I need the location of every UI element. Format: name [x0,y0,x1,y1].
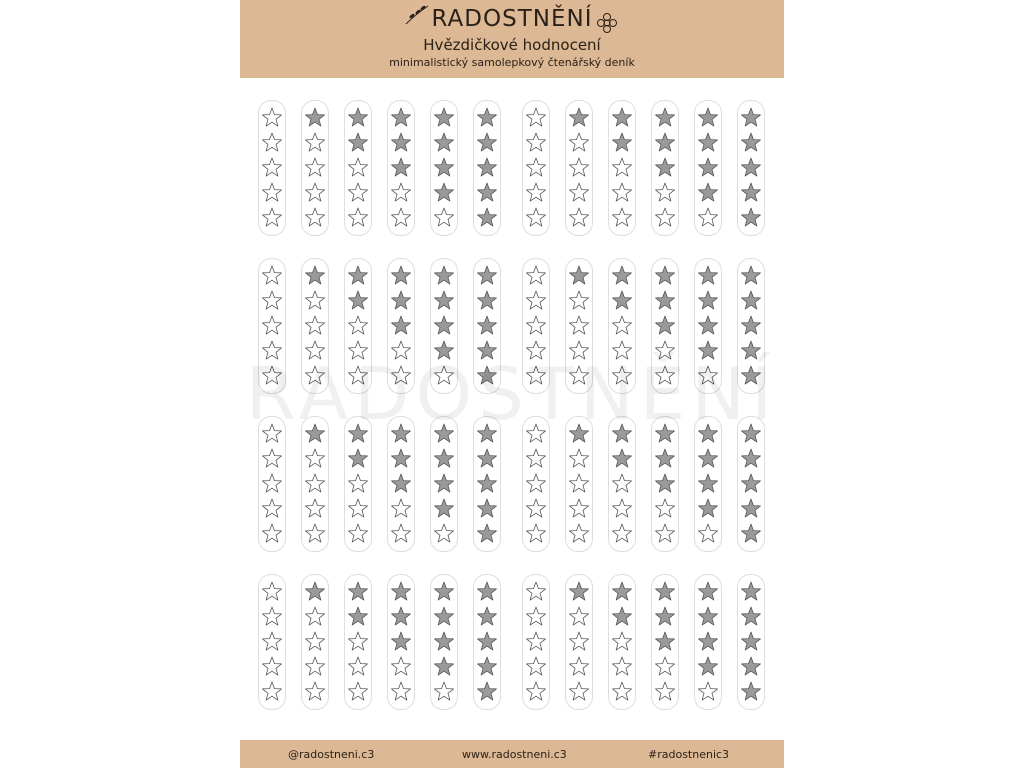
rating-sticker-strip [344,574,372,710]
star-column [345,101,371,235]
empty-star-icon [262,449,281,467]
star-column [388,575,414,709]
empty-star-icon [526,607,545,625]
empty-star-icon [305,133,324,151]
star-column [609,575,635,709]
filled-star-icon [477,208,496,226]
filled-star-icon [655,133,674,151]
star-column [302,575,328,709]
rating-sticker-strip [430,416,458,552]
empty-star-icon [526,632,545,650]
empty-star-icon [526,291,545,309]
sticker-sheet [240,0,784,768]
filled-star-icon [698,183,717,201]
empty-star-icon [569,183,588,201]
empty-star-icon [391,524,410,542]
empty-star-icon [262,499,281,517]
rating-sticker-strip [651,100,679,236]
empty-star-icon [305,183,324,201]
empty-star-icon [612,682,631,700]
rating-sticker-strip [387,416,415,552]
filled-star-icon [477,524,496,542]
empty-star-icon [655,682,674,700]
brand-logo-text: RADOSTNĚNÍ [431,6,593,32]
filled-star-icon [434,607,453,625]
empty-star-icon [569,291,588,309]
star-column [523,575,549,709]
star-column [695,575,721,709]
filled-star-icon [612,607,631,625]
filled-star-icon [569,582,588,600]
empty-star-icon [612,499,631,517]
filled-star-icon [477,657,496,675]
rating-sticker-strip [565,574,593,710]
empty-star-icon [262,632,281,650]
star-column [652,101,678,235]
empty-star-icon [305,499,324,517]
rating-sticker-strip [737,416,765,552]
star-column [609,101,635,235]
filled-star-icon [655,316,674,334]
empty-star-icon [262,108,281,126]
filled-star-icon [434,266,453,284]
filled-star-icon [477,632,496,650]
filled-star-icon [434,632,453,650]
empty-star-icon [655,657,674,675]
filled-star-icon [741,316,760,334]
empty-star-icon [305,316,324,334]
empty-star-icon [305,682,324,700]
empty-star-icon [262,316,281,334]
filled-star-icon [612,291,631,309]
empty-star-icon [698,682,717,700]
filled-star-icon [477,449,496,467]
rating-sticker-strip [301,574,329,710]
empty-star-icon [391,657,410,675]
filled-star-icon [741,582,760,600]
filled-star-icon [477,607,496,625]
empty-star-icon [348,682,367,700]
filled-star-icon [391,266,410,284]
empty-star-icon [305,607,324,625]
rating-sticker-strip [522,574,550,710]
rating-sticker-strip [430,574,458,710]
rating-sticker-strip [522,100,550,236]
empty-star-icon [612,208,631,226]
filled-star-icon [477,183,496,201]
rating-sticker-strip [737,574,765,710]
filled-star-icon [391,316,410,334]
filled-star-icon [741,183,760,201]
filled-star-icon [434,291,453,309]
rating-sticker-strip [565,416,593,552]
empty-star-icon [612,158,631,176]
empty-star-icon [655,208,674,226]
empty-star-icon [526,449,545,467]
empty-star-icon [655,499,674,517]
rating-sticker-strip [473,100,501,236]
empty-star-icon [655,183,674,201]
filled-star-icon [655,474,674,492]
empty-star-icon [526,183,545,201]
filled-star-icon [741,291,760,309]
filled-star-icon [655,607,674,625]
filled-star-icon [741,682,760,700]
sheet-tagline: minimalistický samolepkový čtenářský deník [389,56,635,69]
empty-star-icon [348,524,367,542]
filled-star-icon [698,291,717,309]
rating-sticker-strip [473,574,501,710]
star-column [259,101,285,235]
filled-star-icon [305,582,324,600]
star-column [302,417,328,551]
empty-star-icon [305,158,324,176]
empty-star-icon [526,657,545,675]
empty-star-icon [391,499,410,517]
filled-star-icon [477,291,496,309]
filled-star-icon [655,108,674,126]
filled-star-icon [569,266,588,284]
empty-star-icon [569,657,588,675]
star-column [431,417,457,551]
star-column [474,575,500,709]
star-column [388,417,414,551]
filled-star-icon [698,108,717,126]
filled-star-icon [698,158,717,176]
filled-star-icon [348,108,367,126]
empty-star-icon [262,524,281,542]
empty-star-icon [348,474,367,492]
empty-star-icon [305,632,324,650]
star-column [695,417,721,551]
empty-star-icon [569,524,588,542]
filled-star-icon [391,108,410,126]
empty-star-icon [612,474,631,492]
filled-star-icon [477,158,496,176]
empty-star-icon [526,266,545,284]
empty-star-icon [569,607,588,625]
filled-star-icon [698,266,717,284]
empty-star-icon [526,158,545,176]
rating-sticker-strip [258,574,286,710]
empty-star-icon [262,133,281,151]
filled-star-icon [391,291,410,309]
filled-star-icon [741,208,760,226]
filled-star-icon [434,158,453,176]
empty-star-icon [569,632,588,650]
rating-sticker-strip [694,100,722,236]
star-column [609,417,635,551]
empty-star-icon [391,682,410,700]
filled-star-icon [612,582,631,600]
rating-sticker-strip [651,416,679,552]
star-column [431,101,457,235]
filled-star-icon [698,316,717,334]
empty-star-icon [569,208,588,226]
filled-star-icon [655,632,674,650]
filled-star-icon [741,524,760,542]
rating-sticker-strip [344,100,372,236]
filled-star-icon [569,108,588,126]
filled-star-icon [434,657,453,675]
star-column [566,417,592,551]
empty-star-icon [612,183,631,201]
star-column [431,575,457,709]
filled-star-icon [477,582,496,600]
empty-star-icon [262,266,281,284]
filled-star-icon [655,582,674,600]
empty-star-icon [655,524,674,542]
star-column [738,101,764,235]
empty-star-icon [262,682,281,700]
star-column [259,575,285,709]
empty-star-icon [348,632,367,650]
filled-star-icon [434,108,453,126]
star-column [474,101,500,235]
filled-star-icon [698,657,717,675]
empty-star-icon [612,657,631,675]
filled-star-icon [477,316,496,334]
filled-star-icon [391,607,410,625]
star-column [695,101,721,235]
empty-star-icon [526,524,545,542]
empty-star-icon [348,316,367,334]
filled-star-icon [391,582,410,600]
filled-star-icon [698,474,717,492]
star-column [345,417,371,551]
empty-star-icon [348,657,367,675]
rating-sticker-strip [387,100,415,236]
filled-star-icon [434,474,453,492]
filled-star-icon [655,291,674,309]
rating-sticker-strip [258,100,286,236]
filled-star-icon [434,499,453,517]
star-column [652,575,678,709]
rating-sticker-strip [473,416,501,552]
sheet-subtitle: Hvězdičkové hodnocení [423,36,601,54]
filled-star-icon [477,266,496,284]
empty-star-icon [305,657,324,675]
filled-star-icon [434,582,453,600]
filled-star-icon [612,266,631,284]
filled-star-icon [391,133,410,151]
empty-star-icon [612,316,631,334]
filled-star-icon [612,133,631,151]
filled-star-icon [305,108,324,126]
star-column [566,575,592,709]
filled-star-icon [434,316,453,334]
empty-star-icon [434,524,453,542]
empty-star-icon [434,208,453,226]
filled-star-icon [477,474,496,492]
filled-star-icon [391,449,410,467]
rating-sticker-strip [565,100,593,236]
empty-star-icon [526,582,545,600]
filled-star-icon [741,632,760,650]
filled-star-icon [741,133,760,151]
rating-sticker-strip [608,574,636,710]
empty-star-icon [569,158,588,176]
star-column [523,101,549,235]
filled-star-icon [391,474,410,492]
filled-star-icon [741,108,760,126]
filled-star-icon [391,632,410,650]
filled-star-icon [612,108,631,126]
rating-sticker-strip [737,100,765,236]
rating-sticker-strip [608,100,636,236]
filled-star-icon [741,158,760,176]
filled-star-icon [477,682,496,700]
filled-star-icon [698,499,717,517]
filled-star-icon [434,133,453,151]
footer-website: www.radostneni.c3 [462,748,567,761]
filled-star-icon [348,291,367,309]
filled-star-icon [698,632,717,650]
filled-star-icon [698,133,717,151]
filled-star-icon [741,657,760,675]
filled-star-icon [655,449,674,467]
empty-star-icon [612,524,631,542]
empty-star-icon [569,499,588,517]
empty-star-icon [305,291,324,309]
filled-star-icon [434,449,453,467]
footer-banner [240,740,784,768]
filled-star-icon [612,449,631,467]
empty-star-icon [305,474,324,492]
rating-sticker-strip [608,416,636,552]
empty-star-icon [526,682,545,700]
empty-star-icon [305,449,324,467]
empty-star-icon [305,208,324,226]
empty-star-icon [569,474,588,492]
filled-star-icon [698,607,717,625]
empty-star-icon [698,208,717,226]
footer-hashtag: #radostnenic3 [648,748,730,761]
filled-star-icon [477,499,496,517]
filled-star-icon [348,133,367,151]
filled-star-icon [741,607,760,625]
rating-sticker-strip [522,416,550,552]
star-column [259,417,285,551]
filled-star-icon [741,449,760,467]
filled-star-icon [348,266,367,284]
rating-sticker-strip [301,100,329,236]
rating-sticker-strip [387,574,415,710]
watermark-text: RADOSTNĚNÍ [245,352,779,436]
empty-star-icon [262,474,281,492]
empty-star-icon [262,582,281,600]
empty-star-icon [434,682,453,700]
empty-star-icon [391,208,410,226]
filled-star-icon [741,474,760,492]
filled-star-icon [655,158,674,176]
empty-star-icon [391,183,410,201]
star-column [652,417,678,551]
filled-star-icon [391,158,410,176]
filled-star-icon [477,108,496,126]
rating-sticker-strip [694,416,722,552]
empty-star-icon [526,133,545,151]
filled-star-icon [477,133,496,151]
filled-star-icon [348,449,367,467]
empty-star-icon [526,316,545,334]
empty-star-icon [569,316,588,334]
rating-sticker-strip [651,574,679,710]
rating-sticker-strip [694,574,722,710]
star-column [345,575,371,709]
filled-star-icon [655,266,674,284]
empty-star-icon [348,499,367,517]
filled-star-icon [698,582,717,600]
empty-star-icon [262,183,281,201]
empty-star-icon [526,474,545,492]
star-column [388,101,414,235]
empty-star-icon [262,607,281,625]
star-column [738,417,764,551]
star-column [302,101,328,235]
empty-star-icon [569,682,588,700]
empty-star-icon [262,291,281,309]
filled-star-icon [698,449,717,467]
empty-star-icon [612,632,631,650]
filled-star-icon [741,499,760,517]
rating-sticker-strip [430,100,458,236]
rating-sticker-strip [344,416,372,552]
empty-star-icon [569,449,588,467]
rating-sticker-strip [258,416,286,552]
filled-star-icon [348,582,367,600]
filled-star-icon [305,266,324,284]
empty-star-icon [348,183,367,201]
empty-star-icon [348,208,367,226]
star-column [474,417,500,551]
empty-star-icon [262,158,281,176]
empty-star-icon [526,499,545,517]
empty-star-icon [348,158,367,176]
empty-star-icon [526,208,545,226]
star-column [566,101,592,235]
empty-star-icon [526,108,545,126]
filled-star-icon [741,266,760,284]
footer-instagram-handle: @radostneni.c3 [288,748,375,761]
empty-star-icon [569,133,588,151]
filled-star-icon [434,183,453,201]
star-column [738,575,764,709]
empty-star-icon [305,524,324,542]
empty-star-icon [698,524,717,542]
rating-sticker-strip [301,416,329,552]
empty-star-icon [262,208,281,226]
filled-star-icon [348,607,367,625]
empty-star-icon [262,657,281,675]
star-column [523,417,549,551]
